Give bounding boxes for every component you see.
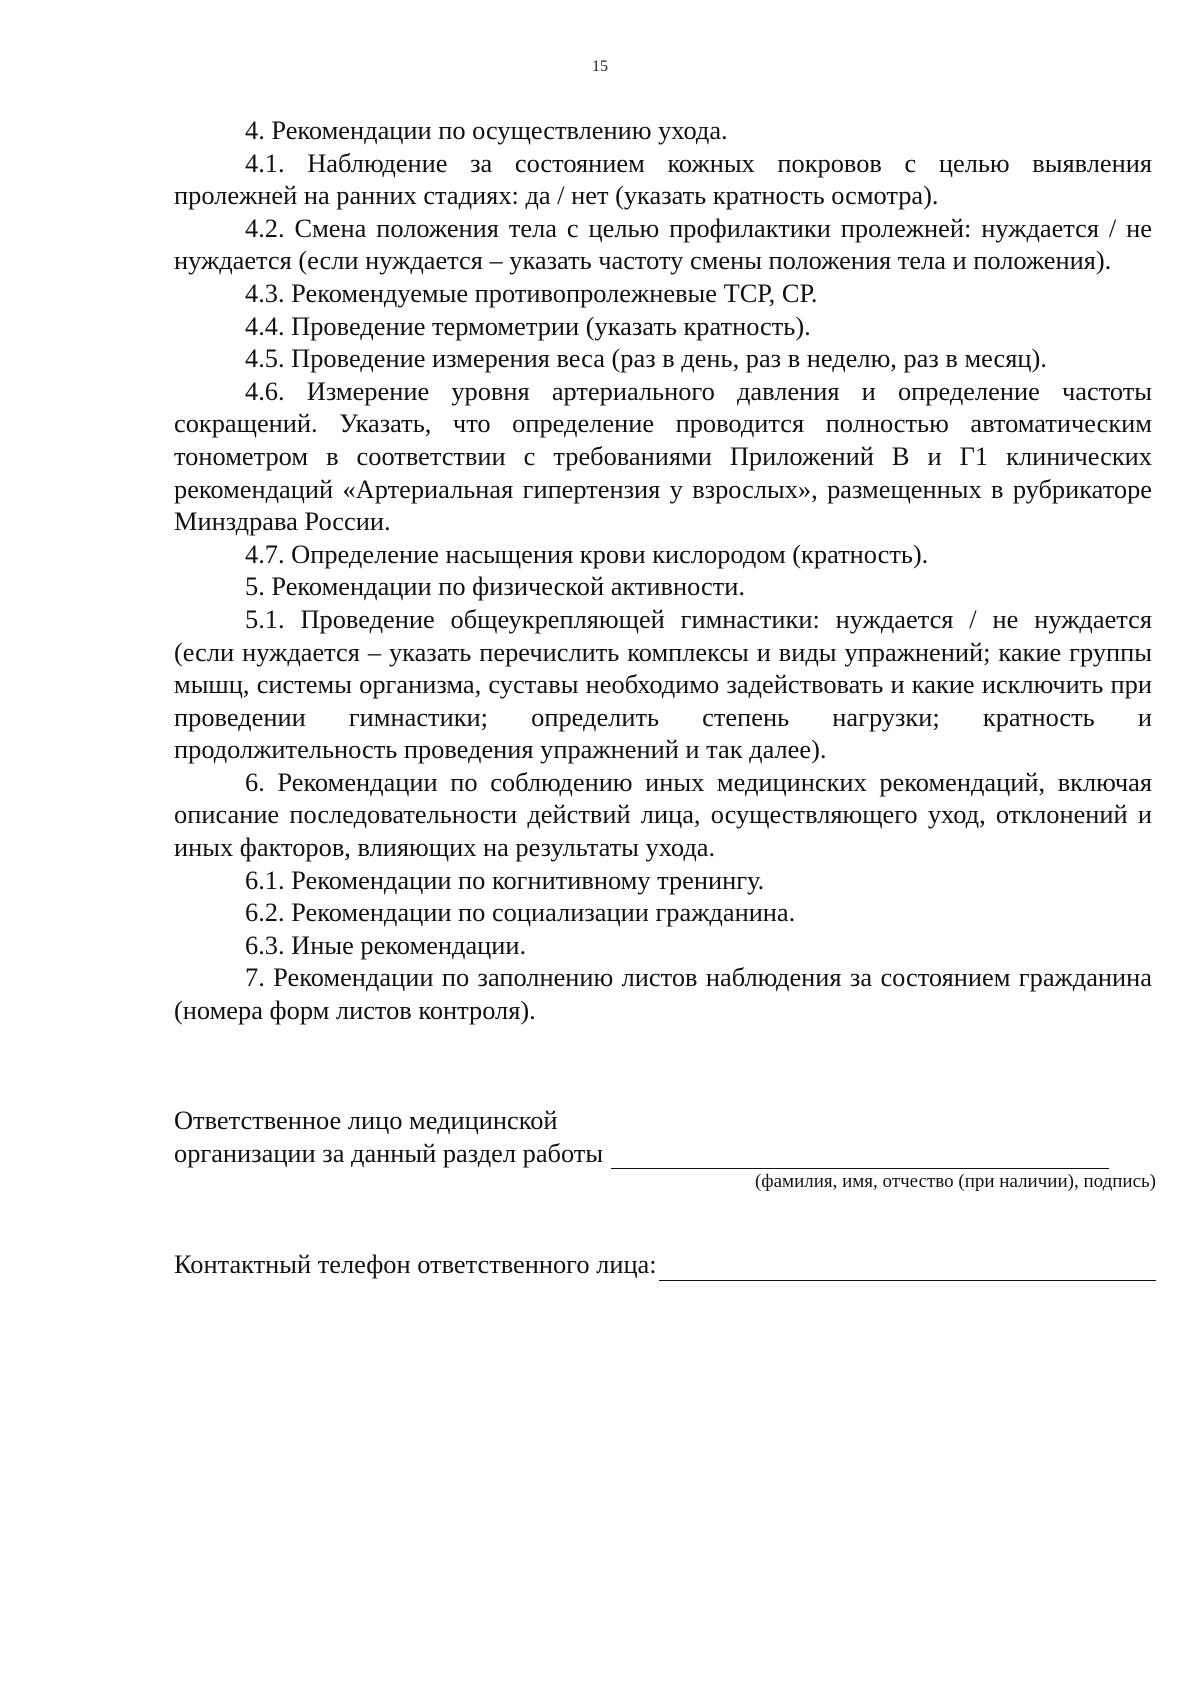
paragraph-7: 7. Рекомендации по заполнению листов наблюдения за состоянием гражданина (номера форм листов контроля). [174, 962, 1152, 1026]
phone-field[interactable] [659, 1254, 1156, 1281]
signature-block [174, 1104, 1154, 1169]
paragraph-4-1: 4.1. Наблюдение за состоянием кожных покровов с целью выявления пролежней на ранних стадиях: да / нет (указать кратность осмотра). [174, 147, 1152, 211]
paragraph-4-7: 4.7. Определение насыщения крови кислородом (кратность). [245, 538, 929, 569]
signature-label-line1: Ответственное лицо медицинской [174, 1105, 558, 1135]
signature-field[interactable] [611, 1142, 1109, 1169]
paragraph-6-2: 6.2. Рекомендации по социализации гражданина. [245, 897, 796, 928]
paragraph-5-1: 5.1. Проведение общеукрепляющей гимнастики: нуждается / не нуждается (если нуждается – указать перечислить комплексы и виды упражнений; какие группы мышц, системы организма, суставы необходимо задействовать и какие исключить при проведении гимнастики; определить степень нагрузки; кратность и продолжительность проведения упражнений и так далее). [174, 603, 1152, 765]
paragraph-4-5: 4.5. Проведение измерения веса (раз в день, раз в неделю, раз в месяц). [245, 343, 1047, 374]
paragraph-6-1: 6.1. Рекомендации по когнитивному тренингу. [245, 864, 765, 895]
signature-label-row [174, 1137, 1154, 1170]
phone-label: Контактный телефон ответственного лица: [174, 1249, 657, 1279]
paragraph-5: 5. Рекомендации по физической активности. [245, 571, 745, 602]
signature-caption: (фамилия, имя, отчество (при наличии), подпись) [754, 1171, 1156, 1192]
phone-row [174, 1248, 1156, 1281]
paragraph-4-3: 4.3. Рекомендуемые противопролежневые ТСР, СР. [245, 277, 818, 308]
paragraph-4-6: 4.6. Измерение уровня артериального давления и определение частоты сокращений. Указать, что определение проводится полностью автоматическим тонометром в соответствии с требованиями Приложений В и Г1 клинических рекомендаций «Артериальная гипертензия у взрослых», размещенных в рубрикаторе Минздрава России. [174, 375, 1152, 537]
signature-label-line2: организации за данный раздел работы [174, 1137, 604, 1168]
page-number: 15 [592, 58, 608, 75]
paragraph-4-4: 4.4. Проведение термометрии (указать кратность). [245, 310, 811, 341]
recommendations-body [174, 114, 1152, 1027]
paragraph-6-3: 6.3. Иные рекомендации. [245, 929, 527, 960]
paragraph-4: 4. Рекомендации по осуществлению ухода. [245, 115, 728, 145]
paragraph-6: 6. Рекомендации по соблюдению иных медицинских рекомендаций, включая описание последовательности действий лица, осуществляющего уход, отклонений и иных факторов, влияющих на результаты ухода. [174, 766, 1152, 863]
paragraph-4-2: 4.2. Смена положения тела с целью профилактики пролежней: нуждается / не нуждается (если нуждается – указать частоту смены положения тела и положения). [174, 212, 1152, 276]
